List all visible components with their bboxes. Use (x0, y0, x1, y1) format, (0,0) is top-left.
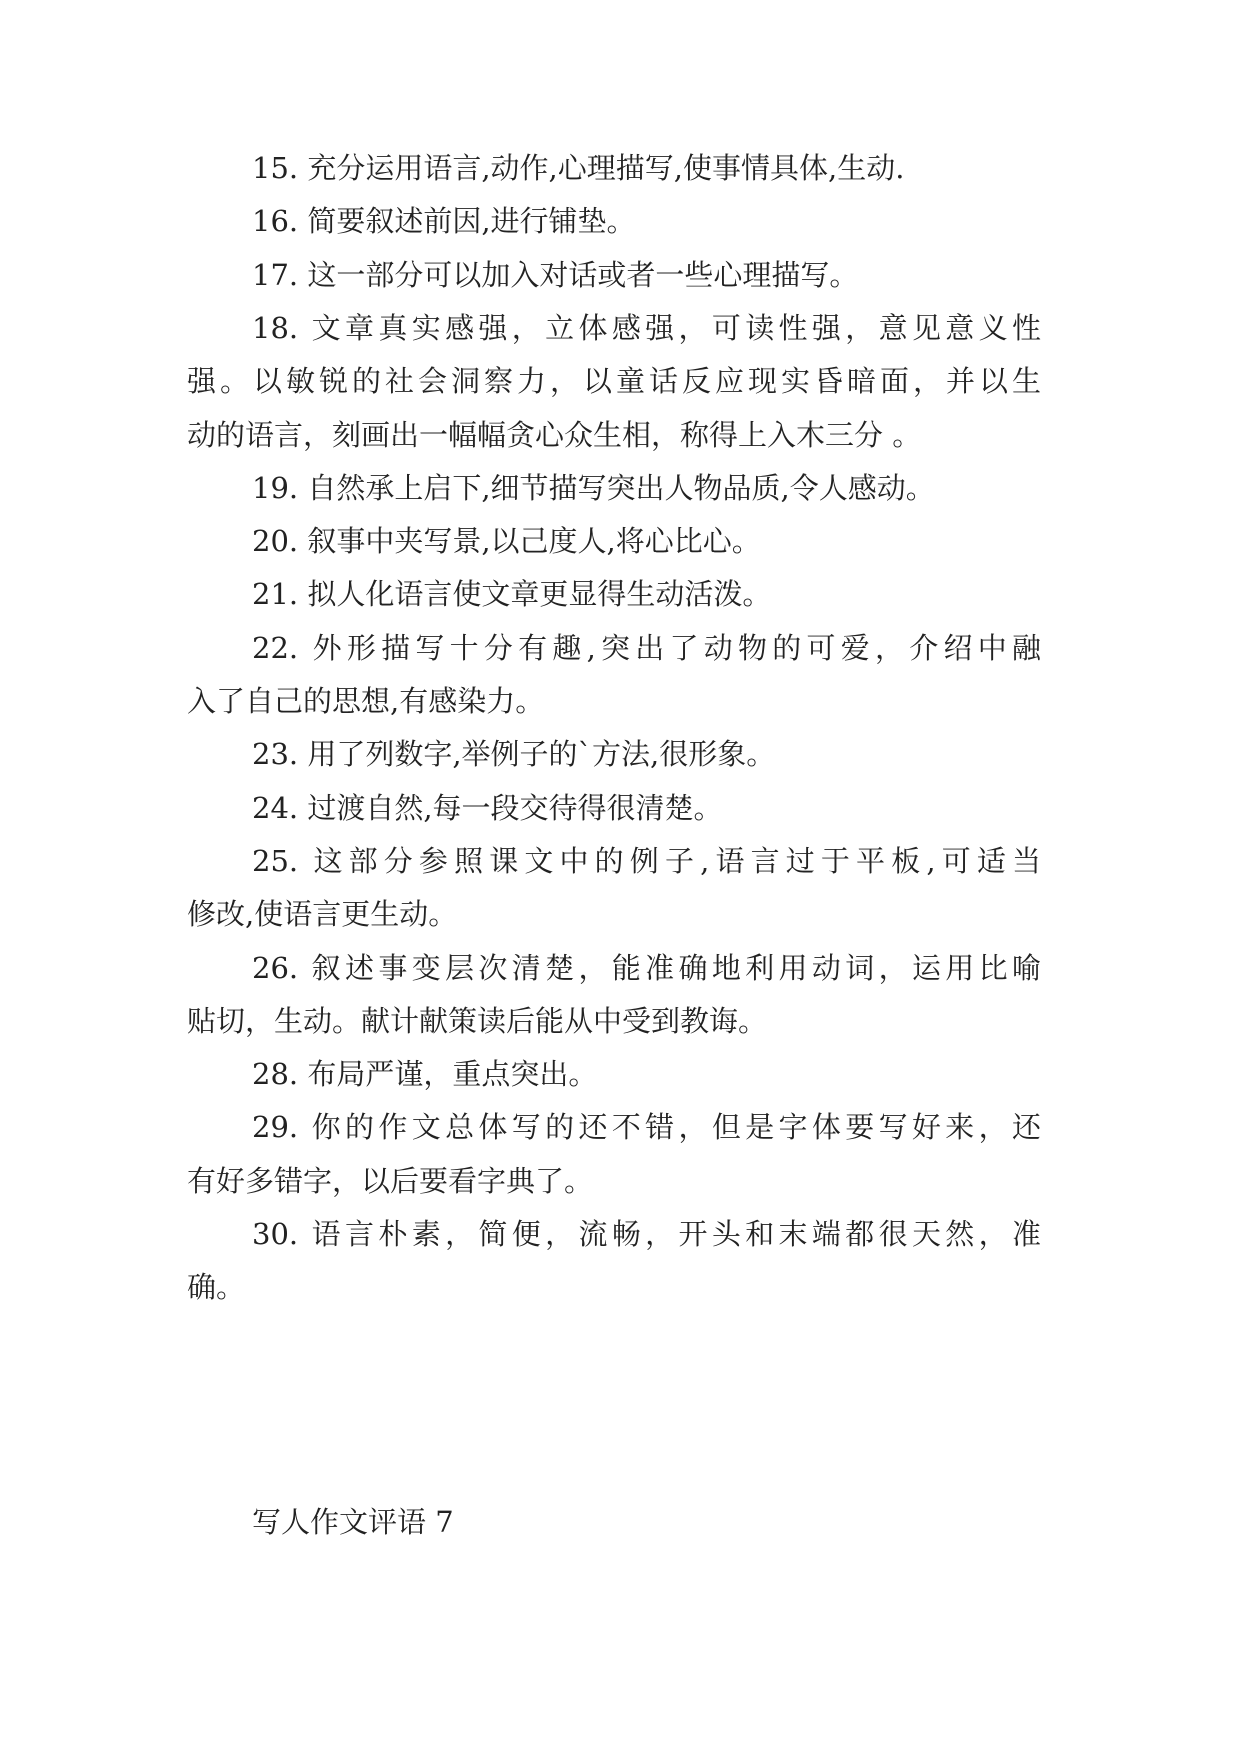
comment-paragraph: 23. 用了列数字,举例子的`方法,很形象。 (252, 737, 776, 771)
comment-paragraph: 26. 叙述事变层次清楚，能准确地利用动词，运用比喻 (252, 951, 1041, 985)
comment-paragraph: 24. 过渡自然,每一段交待得很清楚。 (252, 791, 723, 825)
comment-paragraph: 22. 外形描写十分有趣,突出了动物的可爱，介绍中融 (252, 631, 1041, 665)
comment-paragraph-continuation: 有好多错字，以后要看字典了。 (187, 1164, 594, 1198)
comment-paragraph: 25. 这部分参照课文中的例子,语言过于平板,可适当 (252, 844, 1041, 878)
comment-paragraph: 15. 充分运用语言,动作,心理描写,使事情具体,生动. (252, 151, 905, 185)
comment-paragraph: 28. 布局严谨，重点突出。 (252, 1057, 598, 1091)
comment-paragraph: 19. 自然承上启下,细节描写突出人物品质,令人感动。 (252, 471, 935, 505)
comment-paragraph: 18. 文章真实感强，立体感强，可读性强，意见意义性 (252, 311, 1041, 345)
section-title: 写人作文评语 7 (252, 1505, 454, 1539)
comment-paragraph-continuation: 入了自己的思想,有感染力。 (187, 684, 545, 718)
comment-paragraph: 29. 你的作文总体写的还不错，但是字体要写好来，还 (252, 1110, 1041, 1144)
comment-paragraph: 30. 语言朴素，简便，流畅，开头和末端都很天然，准 (252, 1217, 1041, 1251)
comment-paragraph: 21. 拟人化语言使文章更显得生动活泼。 (252, 577, 772, 611)
comment-paragraph: 20. 叙事中夹写景,以己度人,将心比心。 (252, 524, 761, 558)
comment-paragraph: 16. 简要叙述前因,进行铺垫。 (252, 204, 636, 238)
comment-paragraph-continuation: 强。以敏锐的社会洞察力，以童话反应现实昏暗面，并以生 (187, 364, 1041, 398)
comment-paragraph-continuation: 动的语言，刻画出一幅幅贪心众生相，称得上入木三分 。 (187, 418, 922, 452)
comment-paragraph-continuation: 修改,使语言更生动。 (187, 897, 458, 931)
comment-paragraph-continuation: 贴切，生动。献计献策读后能从中受到教诲。 (187, 1004, 768, 1038)
comment-paragraph: 17. 这一部分可以加入对话或者一些心理描写。 (252, 258, 859, 292)
comment-paragraph-continuation: 确。 (187, 1270, 246, 1304)
